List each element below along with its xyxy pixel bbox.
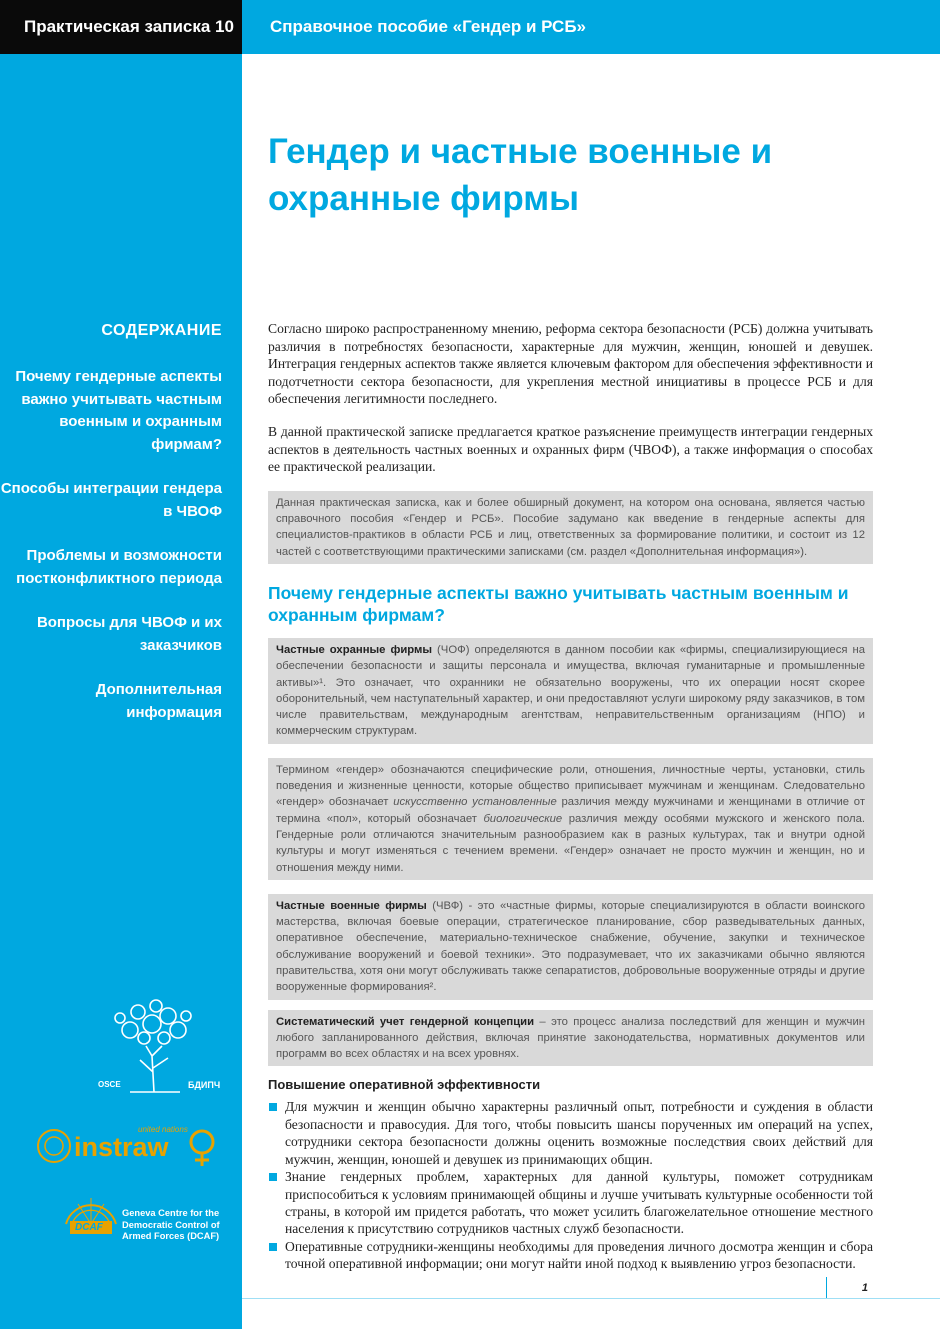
toc-item-postconflict[interactable]: [0, 545, 222, 590]
definition-mainstreaming: [268, 1010, 873, 1067]
definition-term: Частные военные фирмы: [276, 899, 427, 912]
subsection-heading: Повышение оперативной эффективности: [268, 1077, 541, 1093]
toc-heading: СОДЕРЖАНИЕ: [101, 322, 222, 339]
dcaf-emblem-icon: [62, 1188, 120, 1244]
toc-item-label[interactable]: Вопросы для ЧВОФ и их заказчиков: [36, 614, 222, 654]
definition-text: Термином «гендер» обозначаются специфические роли, отношения, личностные черты, установки, стиль поведения и жизненные ценности, которые общество приписывает мужчинам и женщинам. Следовательно «гендер» обозначает: [276, 763, 865, 809]
dcaf-badge: DCAF: [75, 1222, 103, 1233]
bullet-list: [268, 1098, 873, 1272]
toc-item-methods[interactable]: [0, 478, 222, 523]
table-of-contents: [0, 366, 222, 746]
list-item: [268, 1168, 873, 1238]
osce-odihr-logo: [90, 994, 230, 1098]
dcaf-logo: [62, 1188, 120, 1244]
odihr-label: БДИПЧ: [188, 1080, 221, 1090]
list-item-text: Для мужчин и женщин обычно характерны различный опыт, потребности и суждения в области безопасности и правосудия. Для того, чтобы повысить шансы порученных им операций на успех, сотрудники сектора безопасности должны оценить возможные последствия своих действий для мужчин, женщин, юношей и девушек из принимающих общин.: [285, 1099, 873, 1167]
toolkit-title: Справочное пособие «Гендер и РСБ»: [242, 0, 940, 54]
intro-paragraph: В данной практической записке предлагается краткое разъяснение преимуществ интеграции гендерных аспектов в деятельность частных военных и охранных фирм (ЧВОФ), а также информация о способах ее практической реализации.: [268, 423, 873, 475]
dcaf-caption: Geneva Centre for the Democratic Control of Armed Forces (DCAF): [122, 1208, 220, 1241]
square-bullet-icon: [269, 1103, 277, 1111]
toc-item-questions[interactable]: [0, 612, 222, 657]
page-title: Гендер и частные военные и охранные фирмы: [268, 132, 773, 218]
list-item-text: Оперативные сотрудники-женщины необходимы для проведения личного досмотра женщин и сбора точной оперативной информации; они могут найти иной подход к выявлению угроз безопасности.: [285, 1238, 873, 1272]
toc-item-resources[interactable]: [0, 679, 222, 724]
toc-item-label[interactable]: Проблемы и возможности постконфликтного периода: [16, 547, 222, 587]
toc-item-label[interactable]: Почему гендерные аспекты важно учитывать частным военным и охранным фирмам?: [15, 368, 222, 453]
main-content: [268, 320, 873, 1273]
definition-text: различия между особями мужского и женского пола. Гендерные роли отличаются значительным разнообразием как в разных культурах, так и внутри одной культуры и могут изменяться с течением времени. «Гендер» означает не просто мужчин и женщин, но и отношения между ними.: [276, 812, 865, 874]
note-box: Данная практическая записка, как и более обширный документ, на котором она основана, является частью справочного пособия «Гендер и РСБ». Пособие задумано как введение в гендерные аспекты для специалистов-практиков в области РСБ и лиц, ответственных за формирование политики, и состоит из 12 частей с соответствующими практическими записками (см. раздел «Дополнительная информация»).: [268, 491, 873, 564]
definition-term: Частные охранные фирмы: [276, 643, 433, 656]
page-number: 1: [826, 1277, 872, 1299]
intro-paragraph: Согласно широко распространенному мнению, реформа сектора безопасности (РСБ) должна учитывать различия в потребностях безопасности, характерные для мужчин, женщин, юношей и девушек. Интеграция гендерных аспектов также является ключевым фактором для обеспечения эффективности и подотчетности сектора безопасности, для укрепления местной инициативы в процессе РСБ и для обеспечения легитимности последнего.: [268, 321, 873, 407]
definition-emphasis: искусственно установленные: [393, 796, 557, 809]
toc-item-why[interactable]: [0, 366, 222, 456]
definition-term: Систематический учет гендерной концепции: [276, 1015, 535, 1028]
series-label: Практическая записка 10: [0, 0, 242, 54]
definition-text: – это процесс анализа последствий для женщин и мужчин любого запланированного действия, включая принятие законодательства, нормативных документов или программ во всех областях и на всех уровнях.: [276, 1015, 865, 1061]
osce-label: OSCE: [98, 1080, 121, 1089]
toc-item-label[interactable]: Способы интеграции гендера в ЧВОФ: [0, 480, 222, 520]
instraw-name: instraw: [74, 1132, 169, 1162]
definition-text: различия между мужчинами и женщинами в отличие от термина «пол», который обозначает: [276, 796, 865, 825]
definition-text: (ЧВФ) - это «частные фирмы, которые специализируются в области воинского мастерства, включая боевые операции, стратегическое планирование, сбор разведывательных данных, оперативное обеспечение, материально-техническое снабжение, обучение, закупки и техническое обслуживание вооружений и боевой техники». Это подразумевает, что их заказчиками обычно являются правительства, хотя они могут обслуживать также сепаратистов, добровольные вооруженные отряды и другие вооруженные формирования².: [276, 899, 865, 994]
footer-rule: [242, 1298, 940, 1299]
square-bullet-icon: [269, 1243, 277, 1251]
toc-item-label[interactable]: Дополнительная информация: [95, 681, 222, 721]
definition-pmc: [268, 894, 873, 1000]
list-item-text: Знание гендерных проблем, характерных для данной культуры, поможет сотрудникам приспособиться к условиям принимающей общины и лучше учитывать культурные особенности той страны, в которой им придется работать, что может усилить благожелательное отношение местного населения к присутствию сотрудников частных служб безопасности.: [285, 1169, 873, 1237]
definition-emphasis: биологические: [483, 812, 563, 825]
list-item: [268, 1238, 873, 1273]
section-heading: Почему гендерные аспекты важно учитывать частным военным и охранным фирмам?: [268, 582, 849, 625]
definition-text: (ЧОФ) определяются в данном пособии как «фирмы, специализирующиеся на обеспечении безопасности и защиты персонала и имущества, включая гуманитарные и промышленные активы»¹. Это означает, что охранники не обязательно вооружены, что их операции носят скорее оборонительный, чем наступательный характер, и они предоставляют услуги широкому ряду заказчиков, в том числе правительствам, международным агентствам, неправительственным организациям (НПО) и коммерческим структурам.: [276, 643, 865, 738]
list-item: [268, 1098, 873, 1168]
instraw-logo: [34, 1122, 230, 1172]
definition-gender: [268, 758, 873, 880]
square-bullet-icon: [269, 1173, 277, 1181]
definition-psc: [268, 638, 873, 744]
instraw-tagline: united nations: [138, 1125, 188, 1134]
